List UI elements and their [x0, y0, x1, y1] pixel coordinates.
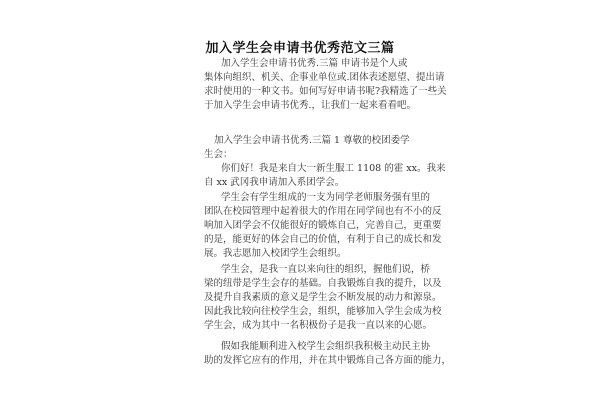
body-line: 的是，能更好的体会自己的价值，有利于自己的成长和发 [204, 234, 442, 245]
intro-line: 于加入学生会申请书优秀.，让我们一起来看看吧。 [204, 100, 417, 111]
body-line: 学生会有学生组成的一支为同学老师服务强有里的 [221, 192, 431, 203]
body-line: 团队在校园管理中起着很大的作用在同学间也有不小的反 [204, 206, 442, 217]
body-line: 因此我比较向往校学生会，组织，能够加入学生会成为校 [204, 306, 442, 317]
intro-line: 求时使用的一种文书。如何写好申请书呢?我精选了一些关 [204, 86, 447, 97]
document-title: 加入学生会申请书优秀范文三篇 [205, 41, 395, 56]
intro-line: 集体向组织、机关、企事业单位或.团体表述愿望、提出请 [204, 72, 445, 83]
body-line: 自 xx 武冈我申请加入系团学会。 [204, 177, 345, 188]
letter-heading-line: 生会： [204, 149, 233, 160]
body-line: 及提升自我素质的意义是学生会不断发展的动力和源泉。 [204, 292, 442, 303]
body-line: 你们好！我是来自大一新生服工 1108 的霍 xx。我来 [221, 163, 446, 174]
body-line: 假如我能顺利进入校学生会组织我积极主动民主协 [221, 341, 431, 352]
body-line: 学生会，成为其中一名积极份子是我一直以来的心愿。 [204, 320, 433, 331]
intro-line: 加入学生会申请书优秀.三篇 申请书是个人或 [221, 58, 408, 69]
body-line: 展。我志愿加入校团学生会组织。 [204, 248, 347, 259]
body-line: 学生会，是我一直以来向往的组织，握他们说，桥 [221, 264, 431, 275]
body-line: 助的发挥它应有的作用，并在其中锻炼自己各方面的能力， [204, 355, 452, 366]
body-line: 梁的纽带是学生会存的基础。自我锻炼自我的提升，以及 [204, 278, 442, 289]
letter-heading-line: 加入学生会申请书优秀.三篇 1 尊敬的校团委学 [214, 135, 410, 146]
body-line: 响加入团学会不仅能很好的锻炼自己，完善自己，更重要 [204, 220, 442, 231]
